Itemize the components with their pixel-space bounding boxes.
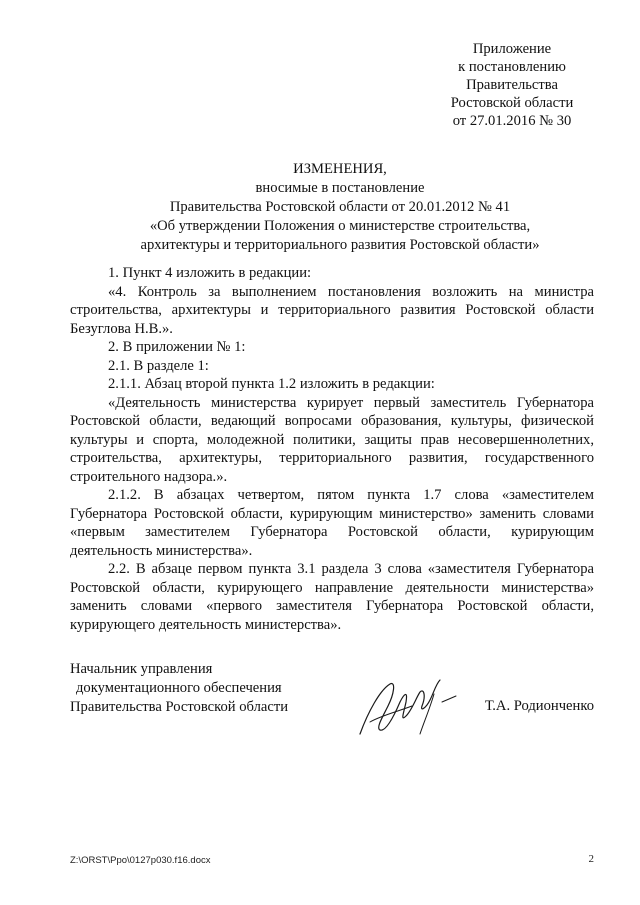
paragraph: 2. В приложении № 1: <box>108 339 246 355</box>
paragraph: 2.1.2. В абзацах четвертом, пятом пункта 1.7 слова «заместителем Губернатора Ростовской области, курирующим министерство» заменить словами «первым заместителем Губернатора Ростовской области, курирующим деятельность министерства». <box>70 487 594 559</box>
paragraph: 1. Пункт 4 изложить в редакции: <box>108 265 312 281</box>
title-line: вносимые в постановление <box>255 180 425 196</box>
appendix-line: Приложение <box>472 41 552 57</box>
title-line: Правительства Ростовской области от 20.01.2012 № 41 <box>169 199 511 215</box>
paragraph: 2.2. В абзаце первом пункта 3.1 раздела 3 слова «заместителя Губернатора Ростовской области, курирующего направление деятельности министерства» заменить словами «первого заместителя Губернатора Ростовской области, курирующего деятельность министерства». <box>70 561 594 633</box>
title-line: «Об утверждении Положения о министерстве строительства, <box>149 218 531 234</box>
paragraph: «4. Контроль за выполнением постановления возложить на министра строительства, архитектуры и территориального развития Ростовской области Безуглова Н.В.». <box>70 283 594 337</box>
paragraph: 2.1. В разделе 1: <box>108 357 209 374</box>
appendix-line: Правительства <box>466 77 558 93</box>
signatory-title-line: Начальник управления <box>70 661 213 677</box>
appendix-line: к постановлению <box>458 59 566 75</box>
footer-file-path: Z:\ORST\Ppo\0127p030.f16.docx <box>70 855 211 866</box>
paragraph: «Деятельность министерства курирует первый заместитель Губернатора Ростовской области, ведающий вопросами образования, культуры, физической культуры и спорта, молодежной политики, защиты прав несовершеннолетних, строительства, архитектуры, территориального развития, государственного строительного надзора.». <box>70 394 594 485</box>
appendix-line: от 27.01.2016 № 30 <box>452 113 572 129</box>
page-number: 2 <box>588 853 594 865</box>
appendix-line: Ростовской области <box>450 95 574 111</box>
signatory-title-line: Правительства Ростовской области <box>70 699 289 715</box>
signature-block <box>70 660 600 740</box>
signatory-title <box>70 660 288 717</box>
document-body <box>70 264 594 634</box>
handwritten-signature <box>350 672 460 744</box>
appendix-header <box>420 40 604 130</box>
document-title <box>70 160 610 255</box>
title-line: архитектуры и территориального развития Ростовской области» <box>140 237 540 253</box>
title-heading: ИЗМЕНЕНИЯ, <box>293 161 387 177</box>
paragraph: 2.1.1. Абзац второй пункта 1.2 изложить в редакции: <box>108 376 435 392</box>
signatory-title-line: документационного обеспечения <box>76 680 282 696</box>
signatory-name: Т.А. Родионченко <box>484 698 594 714</box>
